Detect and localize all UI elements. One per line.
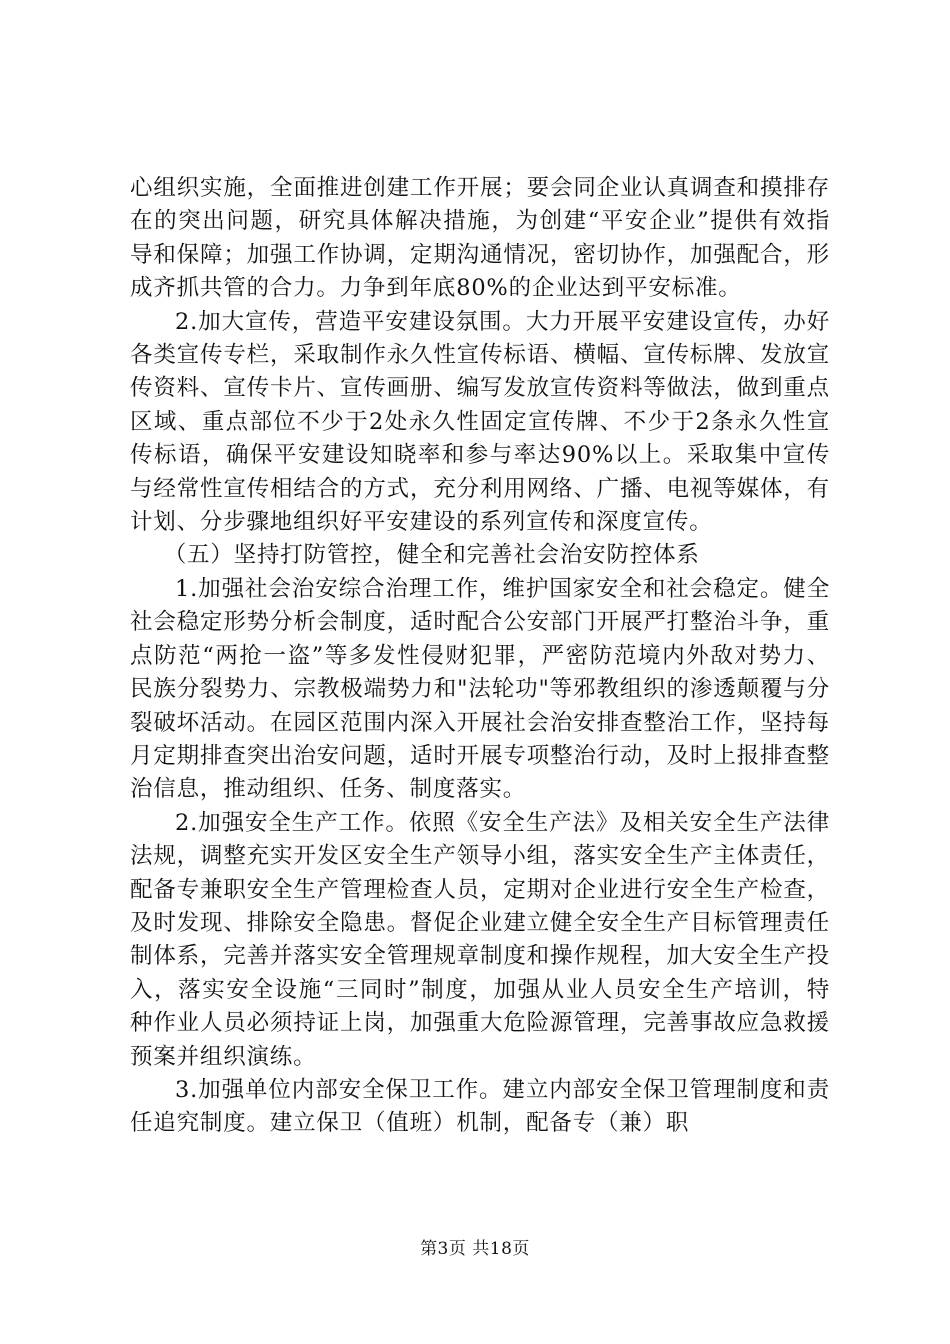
section-heading-five: （五）坚持打防管控，健全和完善社会治安防控体系 <box>163 542 700 569</box>
paragraph-internal-security: 3.加强单位内部安全保卫工作。建立内部安全保卫管理制度和责任追究制度。建立保卫（值班）机制，配备专（兼）职 <box>130 1076 830 1137</box>
paragraph-public-security: 1.加强社会治安综合治理工作，维护国家安全和社会稳定。健全社会稳定形势分析会制度，适时配合公安部门开展严打整治斗争，重点防范“两抢一盗”等多发性侵财犯罪，严密防范境内外敌对势力、民族分裂势力、宗教极端势力和"法轮功"等邪教组织的渗透颠覆与分裂破坏活动。在园区范围内深入开展社会治安排查整治工作，坚持每月定期排查突出治安问题，适时开展专项整治行动，及时上报排查整治信息，推动组织、任务、制度落实。 <box>130 575 830 803</box>
paragraph-continuation: 心组织实施，全面推进创建工作开展；要会同企业认真调查和摸排存在的突出问题，研究具体解决措施，为创建“平安企业”提供有效指导和保障；加强工作协调，定期沟通情况，密切协作，加强配合，形成齐抓共管的合力。力争到年底80%的企业达到平安标准。 <box>130 175 830 302</box>
page-footer: 第3页 共18页 <box>420 1239 530 1259</box>
paragraph-publicity: 2.加大宣传，营造平安建设氛围。大力开展平安建设宣传，办好各类宣传专栏，采取制作永久性宣传标语、横幅、宣传标牌、发放宣传资料、宣传卡片、宣传画册、编写发放宣传资料等做法，做到重点区域、重点部位不少于2处永久性固定宣传牌、不少于2条永久性宣传标语，确保平安建设知晓率和参与率达90%以上。采取集中宣传与经常性宣传相结合的方式，充分利用网络、广播、电视等媒体，有计划、分步骤地组织好平安建设的系列宣传和深度宣传。 <box>130 308 830 536</box>
document-body <box>130 172 830 1141</box>
paragraph-production-safety: 2.加强安全生产工作。依照《安全生产法》及相关安全生产法律法规，调整充实开发区安全生产领导小组，落实安全生产主体责任，配备专兼职安全生产管理检查人员，定期对企业进行安全生产检查，及时发现、排除安全隐患。督促企业建立健全安全生产目标管理责任制体系，完善并落实安全管理规章制度和操作规程，加大安全生产投入，落实安全设施“三同时”制度，加强从业人员安全生产培训，特种作业人员必须持证上岗，加强重大危险源管理，完善事故应急救援预案并组织演练。 <box>130 809 830 1070</box>
